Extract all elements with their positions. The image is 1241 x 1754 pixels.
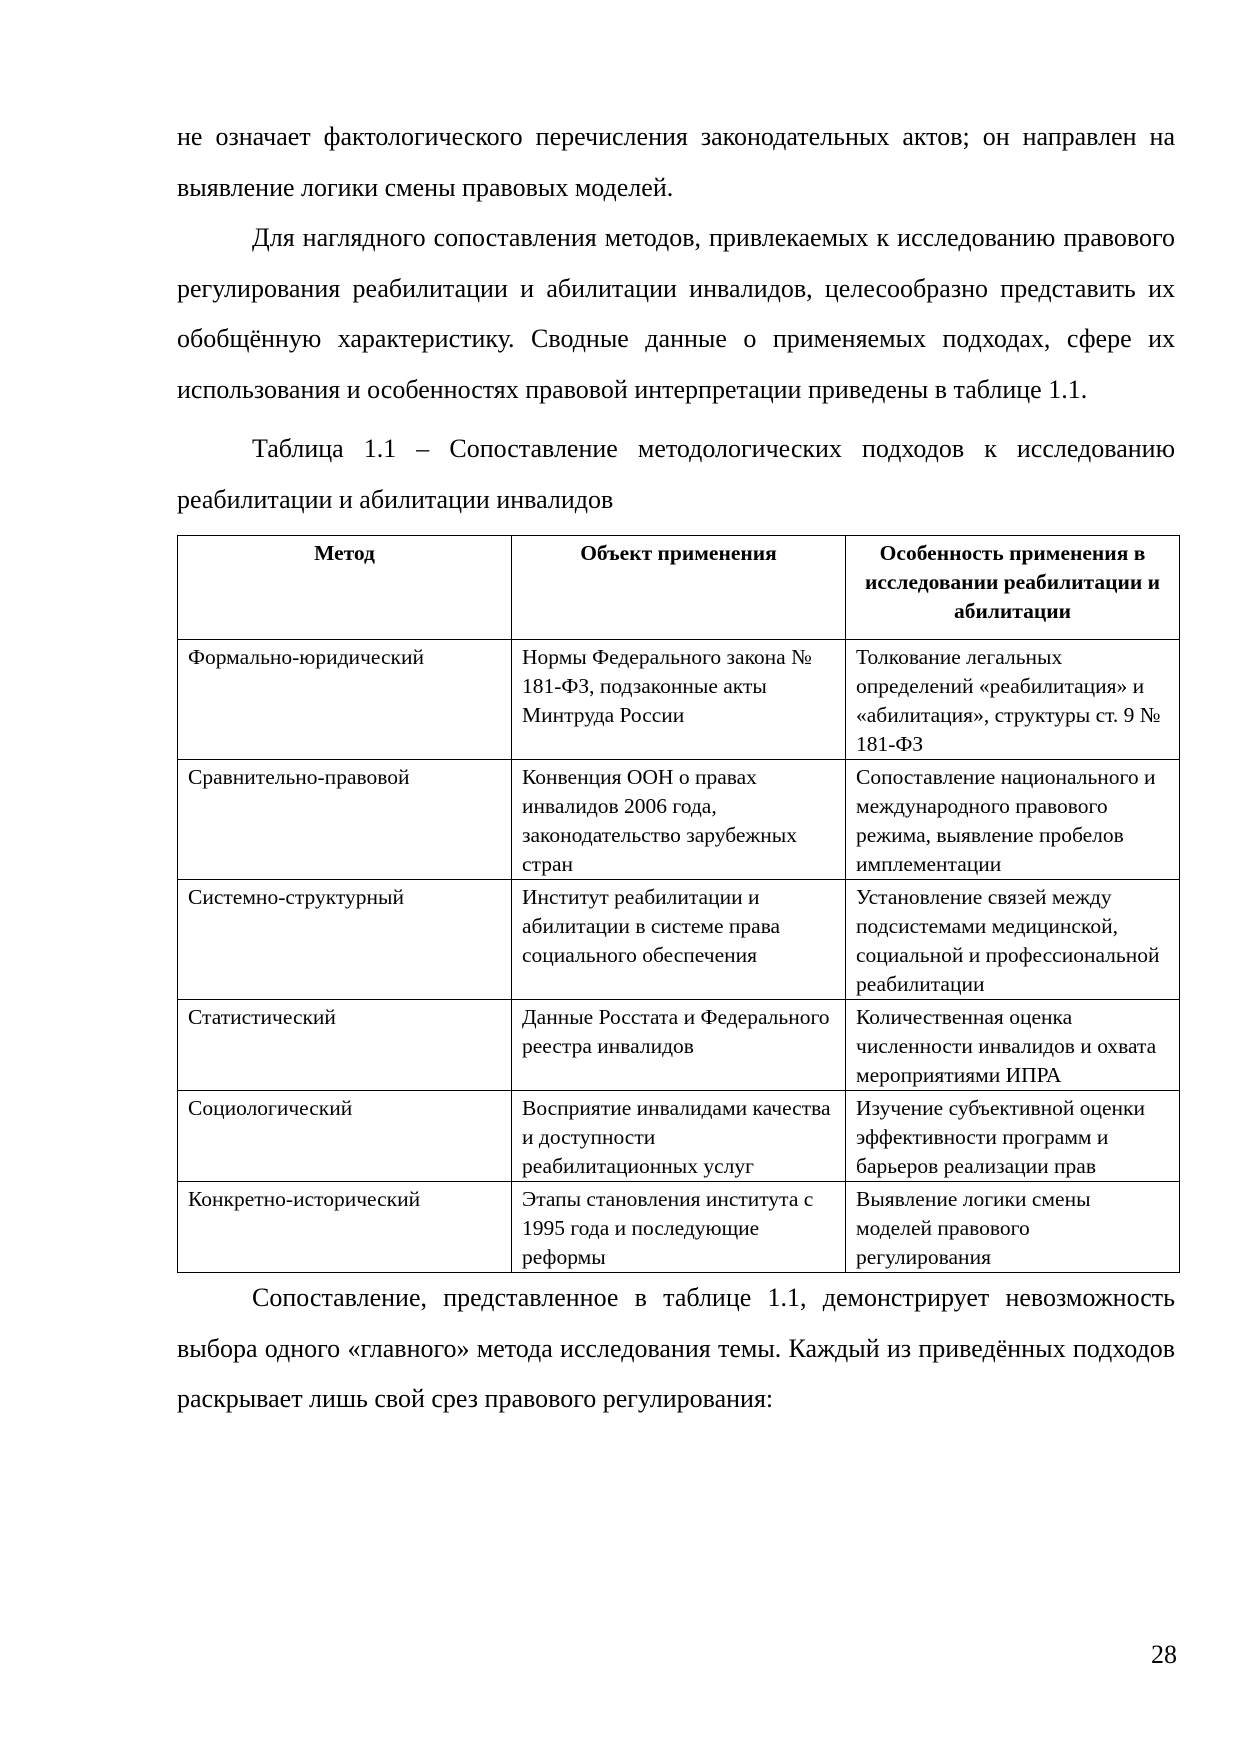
- table-row: [178, 1182, 1180, 1273]
- cell-object: Этапы становления института с 1995 года и последующие реформы: [512, 1182, 846, 1273]
- cell-feature: Установление связей между подсистемами медицинской, социальной и профессиональной реабилитации: [846, 880, 1180, 1000]
- table-row: [178, 760, 1180, 880]
- cell-feature: Сопоставление национального и международного правового режима, выявление пробелов имплементации: [846, 760, 1180, 880]
- cell-object: Конвенция ООН о правах инвалидов 2006 года, законодательство зарубежных стран: [512, 760, 846, 880]
- cell-method: Статистический: [178, 1000, 512, 1091]
- table-row: [178, 1091, 1180, 1182]
- page-number: 28: [1151, 1640, 1177, 1669]
- cell-object: Институт реабилитации и абилитации в системе права социального обеспечения: [512, 880, 846, 1000]
- methods-table: [177, 535, 1180, 1273]
- cell-feature: Толкование легальных определений «реабилитация» и «абилитация», структуры ст. 9 № 181-ФЗ: [846, 640, 1180, 760]
- cell-object: Данные Росстата и Федерального реестра инвалидов: [512, 1000, 846, 1091]
- cell-feature: Выявление логики смены моделей правового регулирования: [846, 1182, 1180, 1273]
- cell-object: Нормы Федерального закона № 181-ФЗ, подзаконные акты Минтруда России: [512, 640, 846, 760]
- column-header-object: Объект применения: [512, 536, 846, 640]
- cell-feature: Количественная оценка численности инвалидов и охвата мероприятиями ИПРА: [846, 1000, 1180, 1091]
- table-row: [178, 640, 1180, 760]
- column-header-method: Метод: [178, 536, 512, 640]
- paragraph-intro: не означает фактологического перечисления законодательных актов; он направлен на выявление логики смены правовых моделей.: [177, 122, 1175, 202]
- cell-method: Сравнительно-правовой: [178, 760, 512, 880]
- cell-object: Восприятие инвалидами качества и доступности реабилитационных услуг: [512, 1091, 846, 1182]
- cell-feature: Изучение субъективной оценки эффективности программ и барьеров реализации прав: [846, 1091, 1180, 1182]
- paragraph-methods: Для наглядного сопоставления методов, привлекаемых к исследованию правового регулирования реабилитации и абилитации инвалидов, целесообразно представить их обобщённую характеристику. Сводные данные о применяемых подходах, сфере их использования и особенностях правовой интерпретации приведены в таблице 1.1.: [177, 223, 1175, 404]
- cell-method: Формально-юридический: [178, 640, 512, 760]
- document-page: [177, 112, 1175, 1425]
- cell-method: Системно-структурный: [178, 880, 512, 1000]
- table-row: [178, 880, 1180, 1000]
- table-caption: Таблица 1.1 – Сопоставление методологических подходов к исследованию реабилитации и абилитации инвалидов: [177, 434, 1175, 514]
- cell-method: Конкретно-исторический: [178, 1182, 512, 1273]
- paragraph-conclusion: Сопоставление, представленное в таблице 1.1, демонстрирует невозможность выбора одного «главного» метода исследования темы. Каждый из приведённых подходов раскрывает лишь свой срез правового регулирования:: [177, 1283, 1175, 1413]
- table-row: [178, 1000, 1180, 1091]
- cell-method: Социологический: [178, 1091, 512, 1182]
- column-header-feature: Особенность применения в исследовании реабилитации и абилитации: [846, 536, 1180, 640]
- table-header-row: [178, 536, 1180, 640]
